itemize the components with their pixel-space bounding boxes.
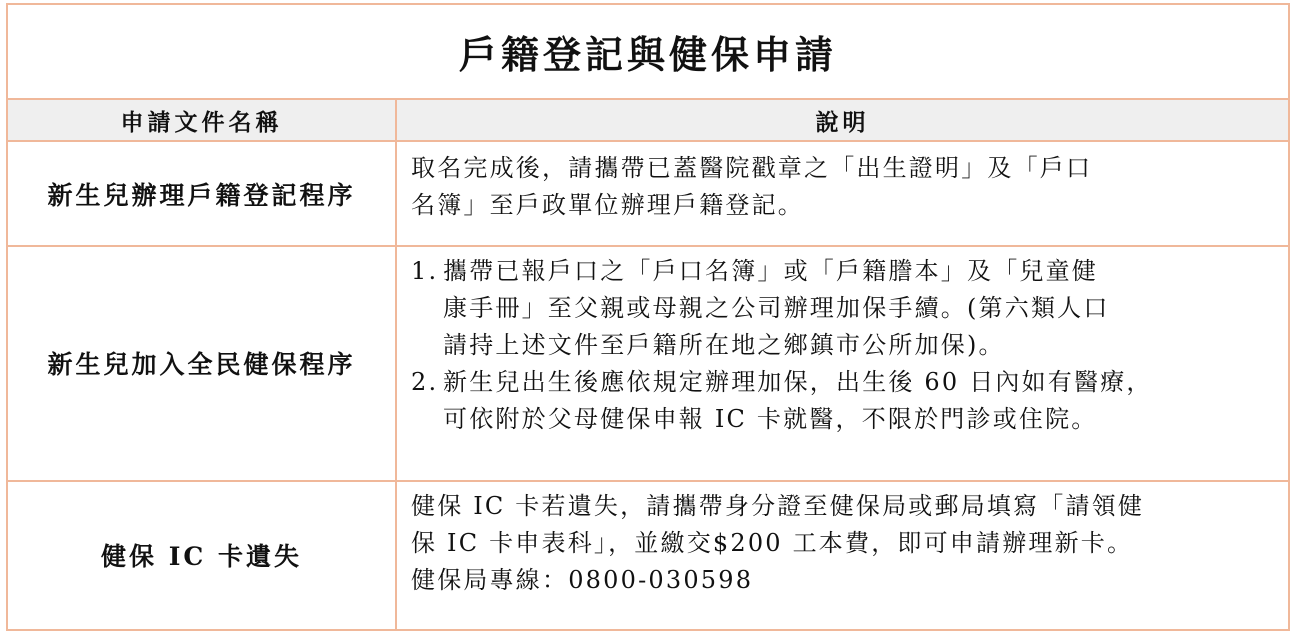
- table-row: [7, 481, 1289, 630]
- table-row: [7, 246, 1289, 480]
- description-line: 可依附於父母健保申報 IC 卡就醫，不限於門診或住院。: [443, 405, 1098, 434]
- numbered-list: [411, 253, 1278, 438]
- header-document-name: 申請文件名稱: [7, 99, 396, 141]
- description-line: 取名完成後，請攜帶已蓋醫院戳章之「出生證明」及「戶口: [411, 154, 1093, 183]
- row-name-ic-card-lost: 健保 IC 卡遺失: [7, 481, 396, 630]
- row-description: [396, 246, 1289, 480]
- table-row: [7, 141, 1289, 246]
- description-line: 名簿」至戶政單位辦理戶籍登記。: [411, 191, 804, 220]
- list-item: [411, 364, 1278, 438]
- description-line: 健保 IC 卡若遺失，請攜帶身分證至健保局或郵局填寫「請領健: [411, 491, 1145, 520]
- list-item: [411, 253, 1278, 364]
- list-number: 2.: [411, 368, 439, 397]
- description-line: 保 IC 卡申表科」，並繳交$200 工本費，即可申請辦理新卡。: [411, 528, 1134, 557]
- row-description: [396, 481, 1289, 630]
- header-description: 說明: [396, 99, 1289, 141]
- row-name-household-registration: 新生兒辦理戶籍登記程序: [7, 141, 396, 246]
- description-line: 請持上述文件至戶籍所在地之鄉鎮市公所加保)。: [443, 331, 1005, 360]
- row-description: [396, 141, 1289, 246]
- description-line: 新生兒出生後應依規定辦理加保，出生後 60 日內如有醫療，: [443, 368, 1153, 397]
- description-line: 健保局專線：0800-030598: [411, 565, 754, 594]
- procedure-table: [6, 3, 1290, 631]
- row-name-health-insurance: 新生兒加入全民健保程序: [7, 246, 396, 480]
- table-title: 戶籍登記與健保申請: [7, 4, 1289, 99]
- description-line: 攜帶已報戶口之「戶口名簿」或「戶籍謄本」及「兒童健: [443, 257, 1098, 286]
- description-line: 康手冊」至父親或母親之公司辦理加保手續。(第六類人口: [443, 294, 1110, 323]
- list-number: 1.: [411, 257, 439, 286]
